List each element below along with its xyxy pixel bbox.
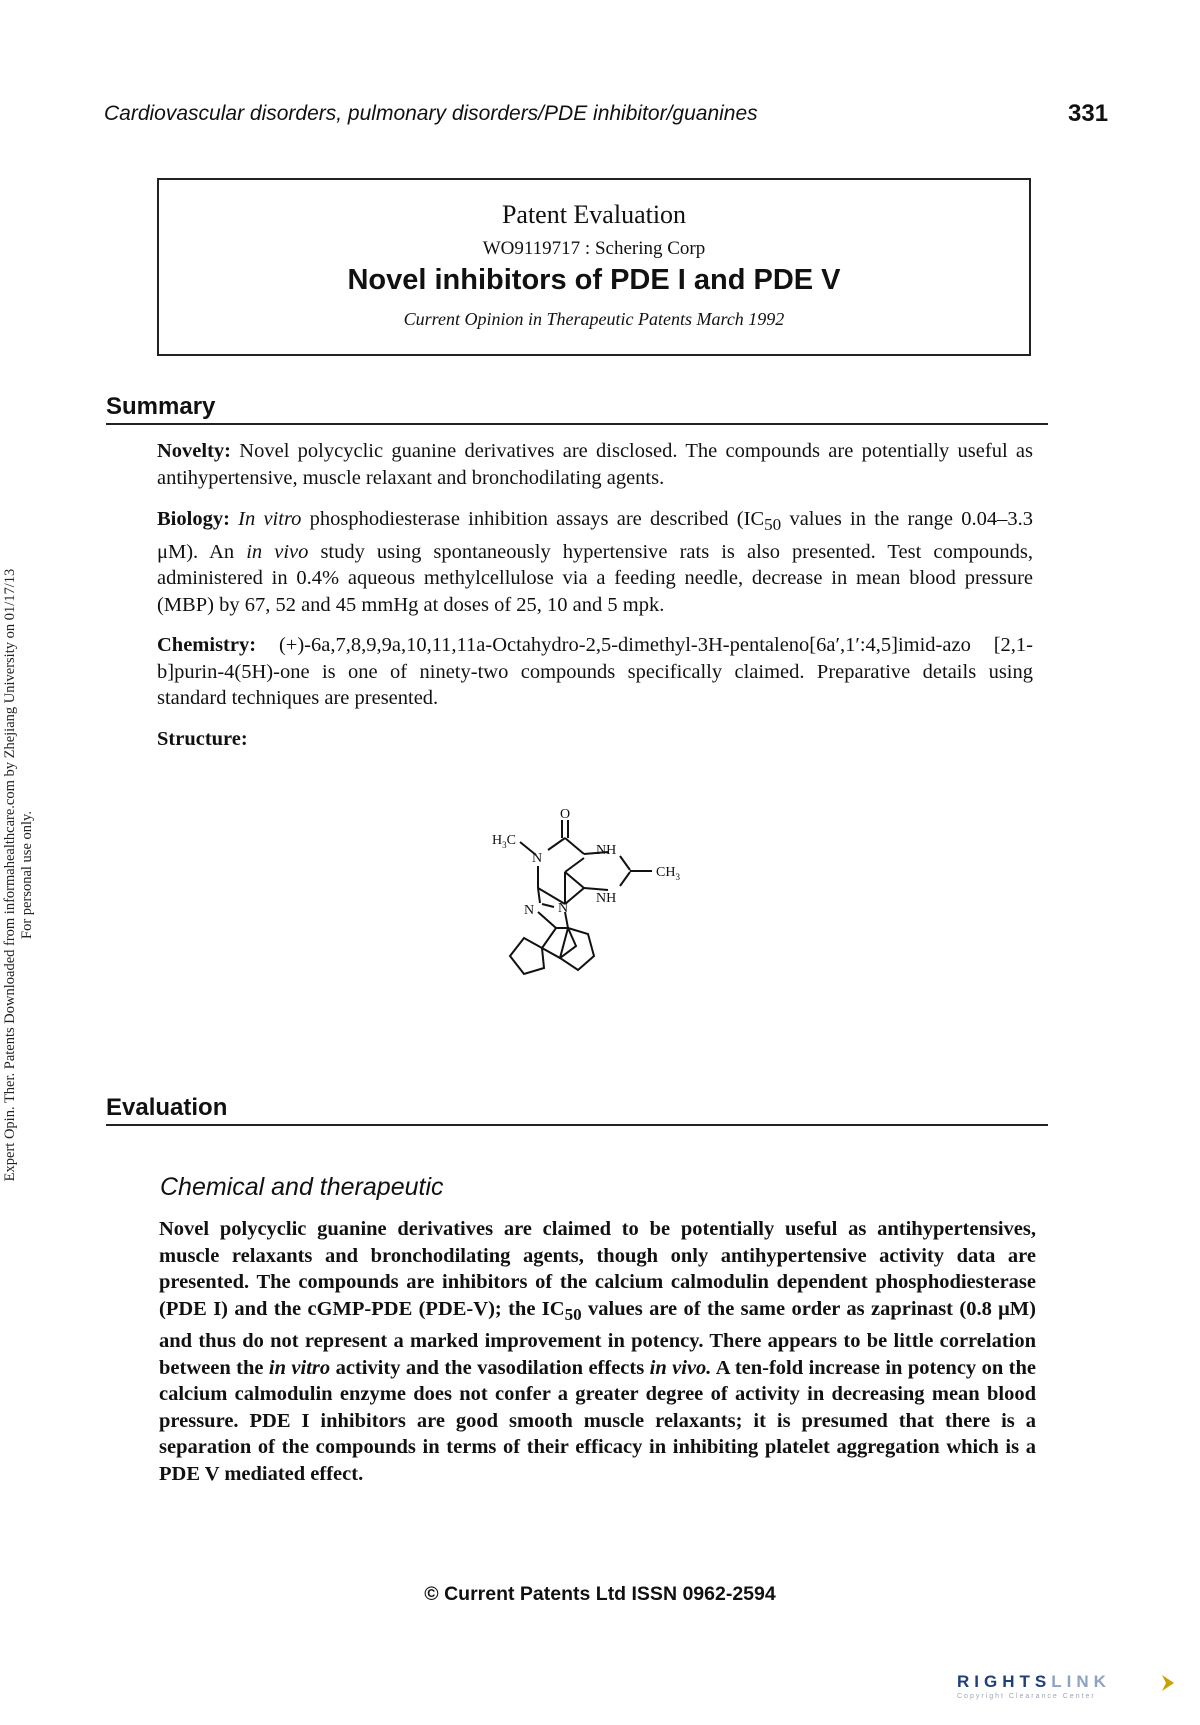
journal-citation: Current Opinion in Therapeutic Patents March 1992 xyxy=(403,309,785,329)
methyl-sub: 3 xyxy=(502,840,507,850)
evaluation-paragraph xyxy=(159,1216,1036,1487)
atom-oxygen: O xyxy=(560,808,571,822)
patent-evaluation-box xyxy=(157,178,1031,356)
evaluation-text-1: Novel polycyclic guanine derivatives are claimed to be potentially useful as antihypertensives, muscle relaxants and bronchodilating agents, though only antihypertensive activity data are presented. The compounds are inhibitors of the calcium calmodulin dependent phosphodiesterase (PDE I) and the cGMP-PDE (PDE-V); the IC xyxy=(159,1218,1036,1320)
biology-text-1: phosphodiesterase inhibition assays are described (IC xyxy=(309,508,765,530)
evaluation-heading: Evaluation xyxy=(106,1094,1048,1126)
side-note-line-2: For personal use only. xyxy=(19,811,35,939)
novelty-text: Novel polycyclic guanine derivatives are disclosed. The compounds are potentially useful as antihypertensive, muscle relaxant and bronchodilating agents. xyxy=(157,440,1034,489)
atom-n-left: N xyxy=(532,851,543,866)
evaluation-text-4: A ten-fold increase in potency on the calcium calmodulin enzyme does not confer a greater degree of activity in decreasing mean blood pressure. PDE I inhibitors are good smooth muscle relaxants; it is presumed that there is a separation of the compounds in terms of their efficacy in inhibiting platelet aggregation which is a PDE V mediated effect. xyxy=(159,1356,1036,1485)
atom-n-ring-left: N xyxy=(524,903,535,918)
rightslink-arrow-icon xyxy=(1160,1674,1176,1692)
chemical-structure xyxy=(480,808,720,1008)
methyl-c: C xyxy=(506,833,516,848)
summary-heading: Summary xyxy=(106,393,1048,425)
evaluation-text-3: activity and the vasodilation effects xyxy=(335,1356,645,1379)
evaluation-kind: Patent Evaluation xyxy=(501,200,687,229)
page-number: 331 xyxy=(1068,100,1109,127)
biology-text-2: values in the range 0.04–3.3 μM). An xyxy=(157,508,1034,563)
atom-nh-top: NH xyxy=(596,843,617,858)
rightslink-tagline: Copyright Clearance Center xyxy=(957,1693,1096,1700)
rightslink-logo xyxy=(957,1672,1177,1712)
chemistry-paragraph xyxy=(157,632,1033,712)
biology-label: Biology: xyxy=(157,508,230,530)
atom-methyl-left xyxy=(492,833,516,850)
evaluation-subheading: Chemical and therapeutic xyxy=(160,1173,444,1201)
rightslink-word-b: LINK xyxy=(1051,1672,1111,1691)
structure-bonds xyxy=(510,820,652,974)
novelty-paragraph xyxy=(157,438,1033,491)
running-head: Cardiovascular disorders, pulmonary disorders/PDE inhibitor/guanines xyxy=(104,102,758,125)
biology-paragraph xyxy=(157,506,1033,618)
evaluation-text-2: values are of the same order as zaprinast (0.8 μM) and thus do not represent a marked improvement in potency. There appears to be little correlation between the xyxy=(159,1297,1036,1379)
biology-text-3: study using spontaneously hypertensive rats is also presented. Test compounds, administered in 0.4% aqueous methylcellulose via a feeding needle, decrease in mean blood pressure (MBP) by 67, 52 and 45 mmHg at doses of 25, 10 and 5 mpk. xyxy=(157,540,1033,616)
methyl-right-sub: 3 xyxy=(675,872,680,882)
biology-in-vivo: in vivo xyxy=(246,540,309,563)
ic50-subscript: 50 xyxy=(764,515,782,535)
download-side-note xyxy=(2,515,42,1235)
atom-methyl-right xyxy=(656,865,680,882)
side-note-line-1: Expert Opin. Ther. Patents Downloaded from informahealthcare.com by Zhejiang University on 01/17/13 xyxy=(2,568,18,1182)
atom-nh-bottom: NH xyxy=(596,891,617,906)
chemistry-text: (+)-6a,7,8,9,9a,10,11,11a-Octahydro-2,5-dimethyl-3H-pentaleno[6a′,1′:4,5]imid-azo [2,1-b]purin-4(5H)-one is one of ninety-two compounds specifically claimed. Preparative details using standard techniques are presented. xyxy=(157,634,1033,709)
rightslink-word-a: RIGHTS xyxy=(957,1672,1052,1691)
article-title: Novel inhibitors of PDE I and PDE V xyxy=(347,264,841,296)
evaluation-ic50-subscript: 50 xyxy=(564,1304,582,1324)
evaluation-in-vivo: in vivo. xyxy=(649,1356,712,1379)
structure-label-line xyxy=(157,726,1033,753)
methyl-right-ch: CH xyxy=(656,865,676,880)
chemistry-label: Chemistry: xyxy=(157,634,257,656)
copyright-footer: © Current Patents Ltd ISSN 0962-2594 xyxy=(424,1583,776,1605)
biology-in-vitro: In vitro xyxy=(238,508,302,530)
evaluation-in-vitro: in vitro xyxy=(268,1356,331,1379)
patent-number: WO9119717 : Schering Corp xyxy=(482,238,706,259)
atom-n-ring-center: N xyxy=(558,901,569,916)
novelty-label: Novelty: xyxy=(157,440,232,462)
methyl-h: H xyxy=(492,833,503,848)
structure-label: Structure: xyxy=(157,728,248,750)
